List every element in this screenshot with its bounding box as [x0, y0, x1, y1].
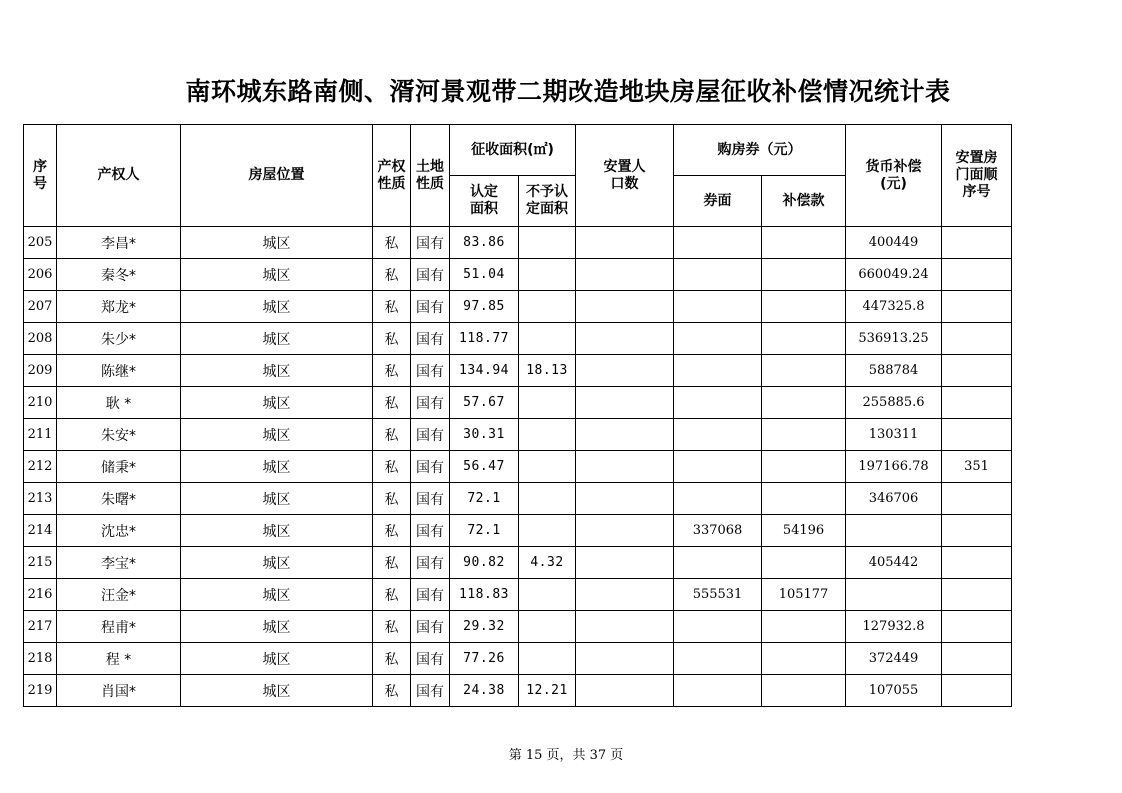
row-owner: 朱少*	[57, 323, 181, 355]
row-seq: 211	[24, 419, 57, 451]
row-resettle-order	[942, 547, 1012, 579]
row-area-unrecognized	[519, 579, 576, 611]
row-voucher-face	[674, 355, 762, 387]
row-land-nature: 国有	[411, 259, 450, 291]
row-location: 城区	[181, 227, 373, 259]
row-cash-comp: 127932.8	[846, 611, 942, 643]
row-location: 城区	[181, 675, 373, 707]
header-area-group: 征收面积(㎡)	[450, 125, 576, 176]
row-voucher-face	[674, 483, 762, 515]
row-location: 城区	[181, 419, 373, 451]
row-resettle-order	[942, 611, 1012, 643]
row-location: 城区	[181, 323, 373, 355]
row-voucher-comp	[762, 419, 846, 451]
row-resettle-order	[942, 291, 1012, 323]
row-location: 城区	[181, 547, 373, 579]
row-area-unrecognized: 12.21	[519, 675, 576, 707]
row-owner: 储秉*	[57, 451, 181, 483]
row-voucher-comp	[762, 483, 846, 515]
row-area-recognized: 77.26	[450, 643, 519, 675]
row-voucher-comp	[762, 675, 846, 707]
row-land-nature: 国有	[411, 643, 450, 675]
header-land-nature: 土地性质	[411, 125, 450, 227]
header-cash-comp: 货币补偿(元)	[846, 125, 942, 227]
row-cash-comp	[846, 579, 942, 611]
table-row	[24, 451, 1012, 483]
compensation-table	[23, 124, 1012, 707]
row-voucher-face	[674, 643, 762, 675]
row-land-nature: 国有	[411, 483, 450, 515]
row-voucher-comp	[762, 291, 846, 323]
row-seq: 217	[24, 611, 57, 643]
row-resettle-order	[942, 515, 1012, 547]
row-property-nature: 私	[373, 451, 411, 483]
row-owner: 耿 *	[57, 387, 181, 419]
page-footer: 第 15 页，共 37 页	[508, 748, 624, 763]
row-land-nature: 国有	[411, 227, 450, 259]
row-land-nature: 国有	[411, 419, 450, 451]
row-cash-comp: 372449	[846, 643, 942, 675]
row-area-recognized: 30.31	[450, 419, 519, 451]
row-area-recognized: 72.1	[450, 483, 519, 515]
row-resettle-people	[576, 675, 674, 707]
row-location: 城区	[181, 259, 373, 291]
row-location: 城区	[181, 483, 373, 515]
row-area-recognized: 51.04	[450, 259, 519, 291]
row-property-nature: 私	[373, 323, 411, 355]
row-property-nature: 私	[373, 547, 411, 579]
header-voucher-comp: 补偿款	[762, 176, 846, 227]
row-voucher-face	[674, 323, 762, 355]
row-area-unrecognized	[519, 291, 576, 323]
row-property-nature: 私	[373, 611, 411, 643]
row-resettle-order: 351	[942, 451, 1012, 483]
row-area-recognized: 29.32	[450, 611, 519, 643]
row-property-nature: 私	[373, 387, 411, 419]
row-resettle-order	[942, 355, 1012, 387]
table-row	[24, 483, 1012, 515]
header-area-recognized: 认定面积	[450, 176, 519, 227]
header-owner: 产权人	[57, 125, 181, 227]
row-area-recognized: 83.86	[450, 227, 519, 259]
row-resettle-people	[576, 323, 674, 355]
row-cash-comp: 588784	[846, 355, 942, 387]
row-resettle-people	[576, 451, 674, 483]
row-voucher-comp	[762, 643, 846, 675]
row-resettle-order	[942, 323, 1012, 355]
row-area-recognized: 24.38	[450, 675, 519, 707]
row-voucher-face: 555531	[674, 579, 762, 611]
row-voucher-face: 337068	[674, 515, 762, 547]
row-voucher-face	[674, 227, 762, 259]
row-resettle-order	[942, 227, 1012, 259]
row-seq: 218	[24, 643, 57, 675]
row-property-nature: 私	[373, 259, 411, 291]
row-owner: 肖国*	[57, 675, 181, 707]
row-location: 城区	[181, 515, 373, 547]
row-resettle-people	[576, 547, 674, 579]
row-location: 城区	[181, 387, 373, 419]
row-voucher-comp	[762, 227, 846, 259]
row-owner: 朱曙*	[57, 483, 181, 515]
row-owner: 秦冬*	[57, 259, 181, 291]
row-voucher-comp	[762, 451, 846, 483]
row-area-unrecognized	[519, 515, 576, 547]
row-area-unrecognized: 4.32	[519, 547, 576, 579]
row-seq: 212	[24, 451, 57, 483]
table-row	[24, 227, 1012, 259]
row-resettle-people	[576, 611, 674, 643]
row-seq: 216	[24, 579, 57, 611]
row-property-nature: 私	[373, 643, 411, 675]
row-land-nature: 国有	[411, 387, 450, 419]
row-area-recognized: 72.1	[450, 515, 519, 547]
row-land-nature: 国有	[411, 611, 450, 643]
row-owner: 汪金*	[57, 579, 181, 611]
row-voucher-face	[674, 291, 762, 323]
row-voucher-face	[674, 547, 762, 579]
row-resettle-people	[576, 515, 674, 547]
row-area-recognized: 90.82	[450, 547, 519, 579]
row-area-recognized: 134.94	[450, 355, 519, 387]
row-area-recognized: 118.83	[450, 579, 519, 611]
row-resettle-people	[576, 579, 674, 611]
row-area-unrecognized	[519, 323, 576, 355]
row-seq: 210	[24, 387, 57, 419]
row-cash-comp: 400449	[846, 227, 942, 259]
header-seq: 序号	[24, 125, 57, 227]
table-row	[24, 419, 1012, 451]
row-resettle-order	[942, 579, 1012, 611]
row-resettle-order	[942, 483, 1012, 515]
row-property-nature: 私	[373, 227, 411, 259]
row-owner: 程甫*	[57, 611, 181, 643]
table-body	[24, 227, 1012, 707]
row-land-nature: 国有	[411, 579, 450, 611]
row-area-recognized: 97.85	[450, 291, 519, 323]
table-row	[24, 355, 1012, 387]
row-resettle-order	[942, 675, 1012, 707]
row-property-nature: 私	[373, 355, 411, 387]
row-voucher-comp: 54196	[762, 515, 846, 547]
row-voucher-comp	[762, 387, 846, 419]
row-voucher-face	[674, 451, 762, 483]
table-row	[24, 579, 1012, 611]
row-land-nature: 国有	[411, 323, 450, 355]
row-land-nature: 国有	[411, 451, 450, 483]
row-owner: 郑龙*	[57, 291, 181, 323]
row-resettle-order	[942, 387, 1012, 419]
row-land-nature: 国有	[411, 355, 450, 387]
row-cash-comp: 447325.8	[846, 291, 942, 323]
row-owner: 程 *	[57, 643, 181, 675]
row-cash-comp: 197166.78	[846, 451, 942, 483]
row-seq: 205	[24, 227, 57, 259]
row-area-recognized: 118.77	[450, 323, 519, 355]
row-location: 城区	[181, 643, 373, 675]
header-area-unrecognized: 不予认定面积	[519, 176, 576, 227]
row-resettle-people	[576, 355, 674, 387]
row-resettle-people	[576, 419, 674, 451]
row-seq: 215	[24, 547, 57, 579]
table-header	[24, 125, 1012, 227]
row-area-unrecognized	[519, 227, 576, 259]
header-voucher-face: 券面	[674, 176, 762, 227]
row-area-unrecognized	[519, 451, 576, 483]
row-resettle-people	[576, 291, 674, 323]
row-seq: 219	[24, 675, 57, 707]
row-resettle-people	[576, 387, 674, 419]
table-row	[24, 675, 1012, 707]
header-voucher-group: 购房券（元）	[674, 125, 846, 176]
row-cash-comp: 660049.24	[846, 259, 942, 291]
row-cash-comp: 346706	[846, 483, 942, 515]
row-voucher-face	[674, 611, 762, 643]
row-owner: 朱安*	[57, 419, 181, 451]
row-area-unrecognized	[519, 643, 576, 675]
row-resettle-people	[576, 259, 674, 291]
row-owner: 李宝*	[57, 547, 181, 579]
table-row	[24, 611, 1012, 643]
row-seq: 207	[24, 291, 57, 323]
row-cash-comp: 130311	[846, 419, 942, 451]
row-voucher-face	[674, 675, 762, 707]
row-resettle-order	[942, 419, 1012, 451]
row-property-nature: 私	[373, 291, 411, 323]
table-row	[24, 259, 1012, 291]
row-voucher-face	[674, 259, 762, 291]
row-area-unrecognized	[519, 483, 576, 515]
row-cash-comp	[846, 515, 942, 547]
row-area-unrecognized	[519, 419, 576, 451]
table-row	[24, 323, 1012, 355]
row-property-nature: 私	[373, 515, 411, 547]
row-seq: 209	[24, 355, 57, 387]
row-voucher-comp	[762, 611, 846, 643]
row-property-nature: 私	[373, 419, 411, 451]
row-voucher-comp: 105177	[762, 579, 846, 611]
header-resettle-order: 安置房门面顺序号	[942, 125, 1012, 227]
row-location: 城区	[181, 355, 373, 387]
row-cash-comp: 536913.25	[846, 323, 942, 355]
header-resettle-people: 安置人口数	[576, 125, 674, 227]
row-area-recognized: 57.67	[450, 387, 519, 419]
row-cash-comp: 405442	[846, 547, 942, 579]
header-property-nature: 产权性质	[373, 125, 411, 227]
row-cash-comp: 107055	[846, 675, 942, 707]
row-owner: 沈忠*	[57, 515, 181, 547]
row-land-nature: 国有	[411, 515, 450, 547]
row-resettle-people	[576, 483, 674, 515]
row-voucher-face	[674, 387, 762, 419]
row-land-nature: 国有	[411, 547, 450, 579]
row-location: 城区	[181, 451, 373, 483]
row-property-nature: 私	[373, 675, 411, 707]
row-area-unrecognized	[519, 259, 576, 291]
table-row	[24, 291, 1012, 323]
row-voucher-comp	[762, 547, 846, 579]
table-row	[24, 643, 1012, 675]
row-resettle-people	[576, 227, 674, 259]
row-seq: 208	[24, 323, 57, 355]
row-seq: 214	[24, 515, 57, 547]
row-area-unrecognized: 18.13	[519, 355, 576, 387]
table-row	[24, 387, 1012, 419]
row-area-unrecognized	[519, 387, 576, 419]
row-voucher-comp	[762, 323, 846, 355]
header-location: 房屋位置	[181, 125, 373, 227]
row-location: 城区	[181, 579, 373, 611]
table-row	[24, 547, 1012, 579]
row-seq: 206	[24, 259, 57, 291]
table-row	[24, 515, 1012, 547]
row-voucher-comp	[762, 259, 846, 291]
page-title: 南环城东路南侧、湑河景观带二期改造地块房屋征收补偿情况统计表	[185, 77, 951, 106]
row-resettle-people	[576, 643, 674, 675]
row-voucher-comp	[762, 355, 846, 387]
row-seq: 213	[24, 483, 57, 515]
row-area-unrecognized	[519, 611, 576, 643]
row-area-recognized: 56.47	[450, 451, 519, 483]
row-cash-comp: 255885.6	[846, 387, 942, 419]
row-location: 城区	[181, 611, 373, 643]
row-property-nature: 私	[373, 483, 411, 515]
row-resettle-order	[942, 643, 1012, 675]
row-location: 城区	[181, 291, 373, 323]
row-property-nature: 私	[373, 579, 411, 611]
row-resettle-order	[942, 259, 1012, 291]
row-land-nature: 国有	[411, 291, 450, 323]
row-owner: 陈继*	[57, 355, 181, 387]
row-owner: 李昌*	[57, 227, 181, 259]
row-voucher-face	[674, 419, 762, 451]
row-land-nature: 国有	[411, 675, 450, 707]
